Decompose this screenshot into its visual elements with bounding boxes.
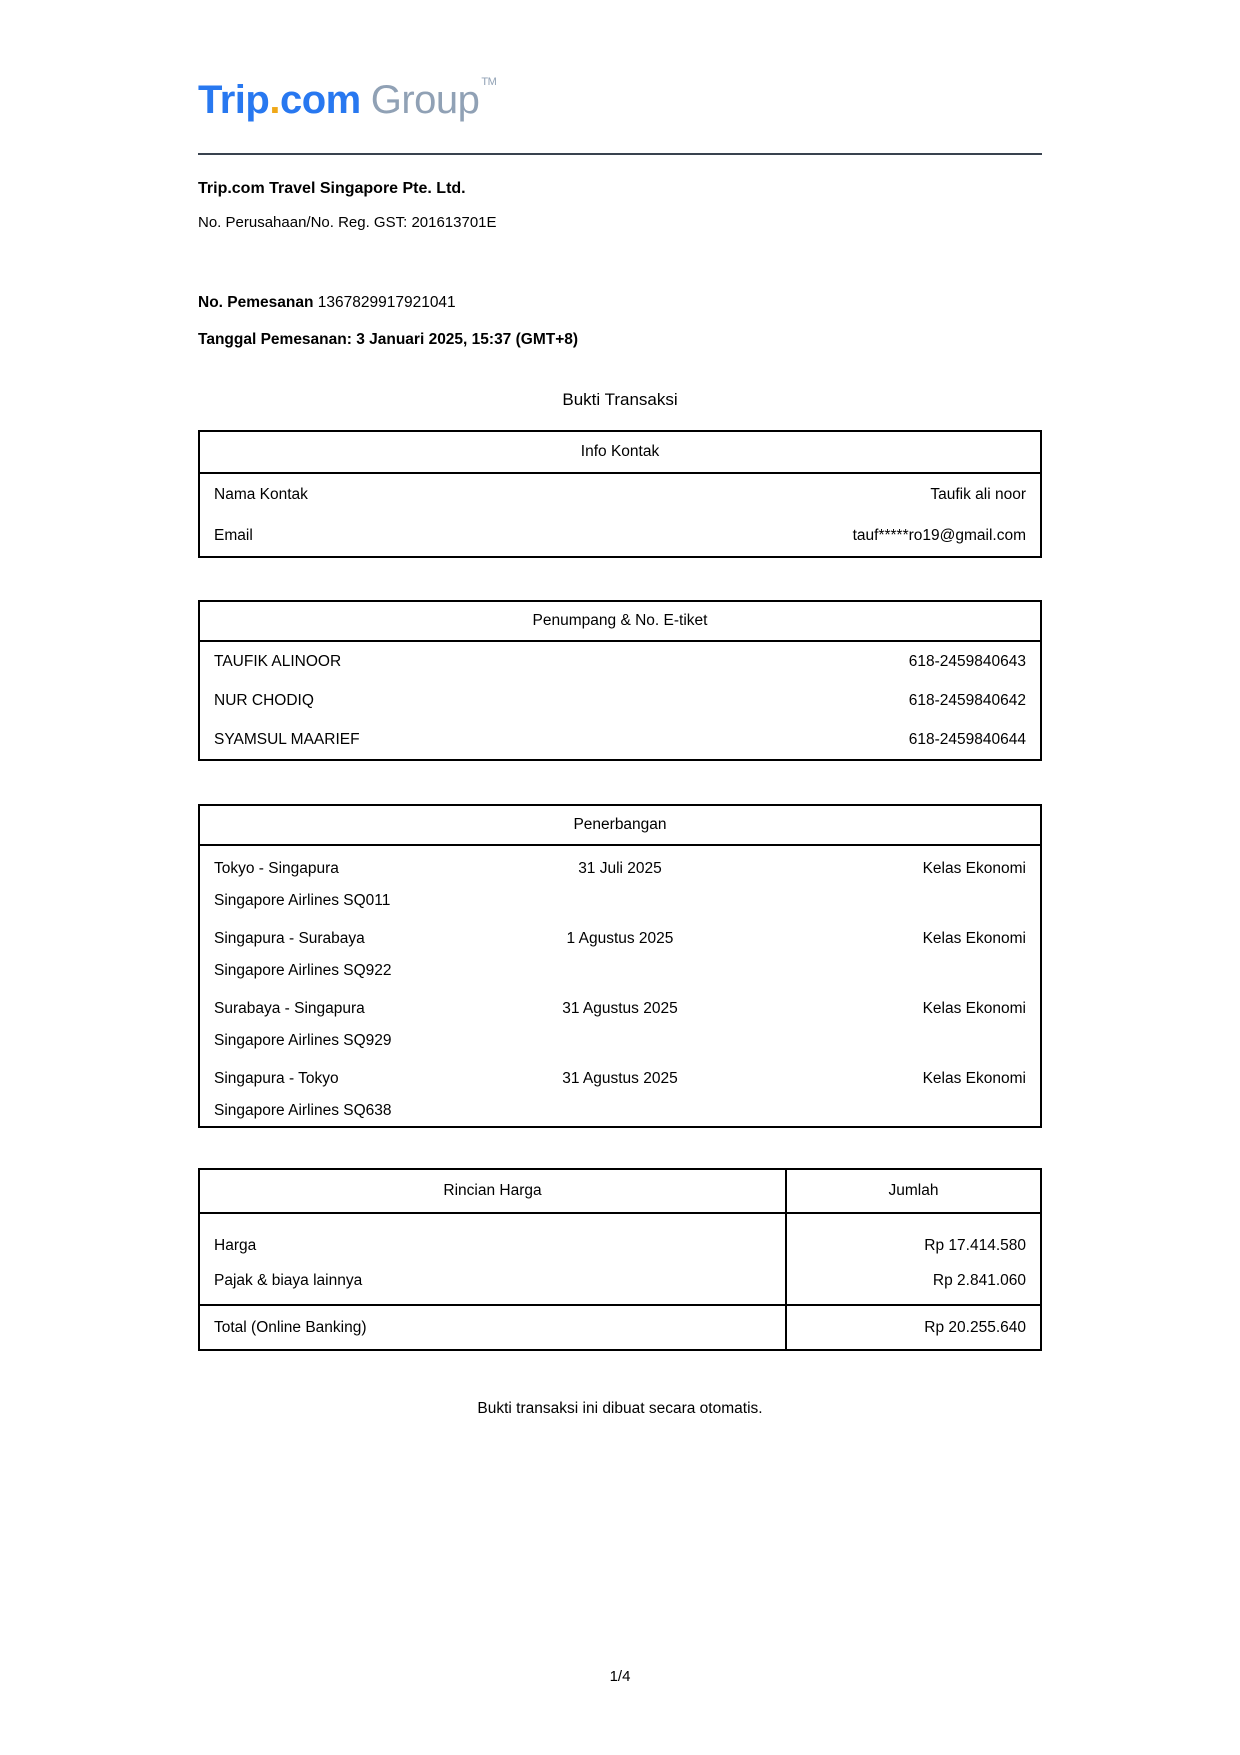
price-label: Harga xyxy=(214,1236,257,1254)
booking-number-label: No. Pemesanan xyxy=(198,294,314,311)
table-row xyxy=(200,474,1040,515)
flight-date: 1 Agustus 2025 xyxy=(566,930,674,947)
flights-table xyxy=(198,804,1042,1128)
logo-dot: . xyxy=(269,78,280,122)
company-registration: No. Perusahaan/No. Reg. GST: 201613701E xyxy=(198,214,497,231)
contact-table-header: Info Kontak xyxy=(200,432,1040,474)
company-name: Trip.com Travel Singapore Pte. Ltd. xyxy=(198,180,466,197)
contact-email-label: Email xyxy=(214,526,253,544)
price-label: Pajak & biaya lainnya xyxy=(214,1271,363,1289)
passenger-name: TAUFIK ALINOOR xyxy=(214,652,342,670)
flight-cabin-class: Kelas Ekonomi xyxy=(922,930,1026,947)
flight-date: 31 Juli 2025 xyxy=(578,860,662,877)
header-divider xyxy=(198,153,1042,155)
table-row xyxy=(200,916,1040,986)
contact-name-label: Nama Kontak xyxy=(214,485,308,503)
contact-email-value: tauf*****ro19@gmail.com xyxy=(852,526,1026,544)
table-row xyxy=(200,515,1040,556)
table-row xyxy=(200,720,1040,759)
flight-cabin-class: Kelas Ekonomi xyxy=(922,860,1026,877)
flight-cabin-class: Kelas Ekonomi xyxy=(922,1070,1026,1087)
auto-generated-note: Bukti transaksi ini dibuat secara otomatis. xyxy=(477,1400,763,1417)
passengers-table-header: Penumpang & No. E-tiket xyxy=(200,602,1040,642)
passengers-table xyxy=(198,600,1042,761)
flight-airline-number: Singapore Airlines SQ922 xyxy=(214,962,392,979)
booking-date-line: Tanggal Pemesanan: 3 Januari 2025, 15:37 (GMT+8) xyxy=(198,331,579,348)
passenger-name: SYAMSUL MAARIEF xyxy=(214,730,360,748)
price-amount: Rp 17.414.580 xyxy=(924,1236,1026,1254)
flight-route: Surabaya - Singapura xyxy=(214,1000,365,1017)
flight-airline-number: Singapore Airlines SQ638 xyxy=(214,1102,392,1119)
flight-route: Singapura - Surabaya xyxy=(214,930,365,947)
total-amount: Rp 20.255.640 xyxy=(785,1306,1040,1349)
table-row xyxy=(200,681,1040,720)
passenger-name: NUR CHODIQ xyxy=(214,691,314,709)
tripcom-group-logo xyxy=(198,76,496,123)
booking-number-line xyxy=(198,294,456,312)
total-label: Total (Online Banking) xyxy=(214,1318,367,1336)
logo-com-text: com xyxy=(279,78,361,122)
price-amount: Rp 2.841.060 xyxy=(932,1271,1026,1289)
logo-group-text: Group xyxy=(370,78,480,122)
contact-info-table xyxy=(198,430,1042,558)
pricing-table xyxy=(198,1168,1042,1351)
table-row xyxy=(200,642,1040,681)
flight-airline-number: Singapore Airlines SQ929 xyxy=(214,1032,392,1049)
contact-name-value: Taufik ali noor xyxy=(930,485,1026,503)
table-row xyxy=(200,986,1040,1056)
table-row xyxy=(200,846,1040,916)
logo-trip-text: Trip xyxy=(198,78,270,122)
pricing-body xyxy=(200,1214,1040,1306)
flights-table-header: Penerbangan xyxy=(200,806,1040,846)
eticket-number: 618-2459840644 xyxy=(908,730,1026,748)
pricing-header-left: Rincian Harga xyxy=(443,1182,542,1199)
pricing-total-row xyxy=(200,1306,1040,1349)
page-number: 1/4 xyxy=(609,1668,631,1685)
flight-cabin-class: Kelas Ekonomi xyxy=(922,1000,1026,1017)
logo-trademark: TM xyxy=(481,76,497,88)
flight-route: Singapura - Tokyo xyxy=(214,1070,339,1087)
flight-airline-number: Singapore Airlines SQ011 xyxy=(214,892,391,909)
flight-date: 31 Agustus 2025 xyxy=(562,1000,678,1017)
eticket-number: 618-2459840642 xyxy=(908,691,1026,709)
flight-date: 31 Agustus 2025 xyxy=(562,1070,678,1087)
pricing-table-header xyxy=(200,1170,1040,1214)
document-title: Bukti Transaksi xyxy=(562,390,678,409)
booking-number-value: 1367829917921041 xyxy=(317,294,456,311)
table-row xyxy=(200,1056,1040,1126)
pricing-header-right: Jumlah xyxy=(785,1170,1040,1212)
flight-route: Tokyo - Singapura xyxy=(214,860,339,877)
eticket-number: 618-2459840643 xyxy=(908,652,1026,670)
